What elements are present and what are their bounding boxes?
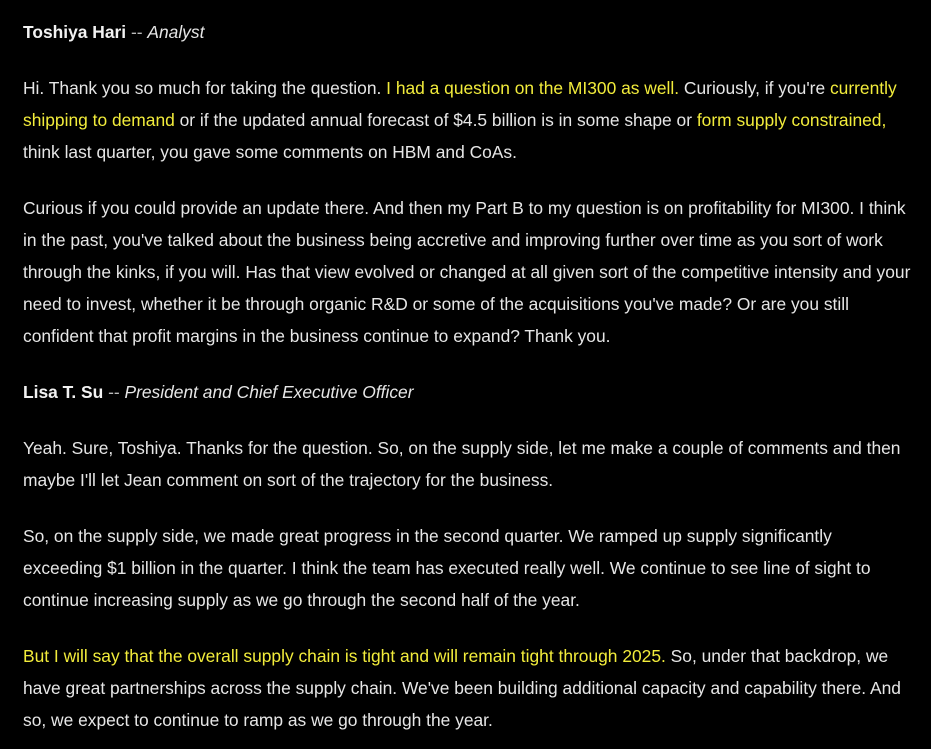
ceo-answer-paragraph-3 xyxy=(23,640,913,736)
speaker-role: Analyst xyxy=(147,22,205,42)
speaker-name: Toshiya Hari xyxy=(23,22,127,42)
highlighted-text: I had a question on the MI300 as well. xyxy=(386,78,680,98)
speaker-separator: -- xyxy=(130,22,143,42)
transcript xyxy=(23,16,913,736)
text-segment: Hi. Thank you so much for taking the question. xyxy=(23,78,387,98)
highlighted-text: currently shipping to demand xyxy=(23,78,897,130)
highlighted-text: form supply constrained, xyxy=(696,110,887,130)
text-segment: Curiously, if you're xyxy=(679,78,830,98)
analyst-question-paragraph-1 xyxy=(23,72,913,168)
speaker-header-ceo xyxy=(23,376,913,408)
paragraph-gap xyxy=(23,408,913,432)
paragraph-gap xyxy=(23,168,913,192)
paragraph-gap xyxy=(23,616,913,640)
paragraph-gap xyxy=(23,496,913,520)
speaker-name: Lisa T. Su xyxy=(23,382,104,402)
highlighted-text: But I will say that the overall supply chain is tight and will remain tight through 2025. xyxy=(23,646,666,666)
speaker-separator: -- xyxy=(108,382,120,402)
ceo-answer-paragraph-2: So, on the supply side, we made great progress in the second quarter. We ramped up supply significantly exceeding $1 billion in the quarter. I think the team has executed really well. We continue to see line of sight to continue increasing supply as we go through the second half of the year. xyxy=(23,526,871,610)
text-segment: think last quarter, you gave some comments on HBM and CoAs. xyxy=(23,142,517,162)
speaker-header-analyst xyxy=(23,16,913,48)
paragraph-gap xyxy=(23,352,913,376)
ceo-answer-paragraph-1: Yeah. Sure, Toshiya. Thanks for the question. So, on the supply side, let me make a couple of comments and then maybe I'll let Jean comment on sort of the trajectory for the business. xyxy=(23,438,901,490)
text-segment: or if the updated annual forecast of $4.5 billion is in some shape or xyxy=(174,110,697,130)
paragraph-gap xyxy=(23,48,913,72)
text-segment: So, under that backdrop, we have great partnerships across the supply chain. We've been building additional capacity and capability there. And so, we expect to continue to ramp as we go through the year. xyxy=(23,646,901,730)
analyst-question-paragraph-2: Curious if you could provide an update there. And then my Part B to my question is on profitability for MI300. I think in the past, you've talked about the business being accretive and improving further over time as you sort of work through the kinks, if you will. Has that view evolved or changed at all given sort of the competitive intensity and your need to invest, whether it be through organic R&D or some of the acquisitions you've made? Or are you still confident that profit margins in the business continue to expand? Thank you. xyxy=(23,198,911,346)
speaker-role: President and Chief Executive Officer xyxy=(124,382,414,402)
